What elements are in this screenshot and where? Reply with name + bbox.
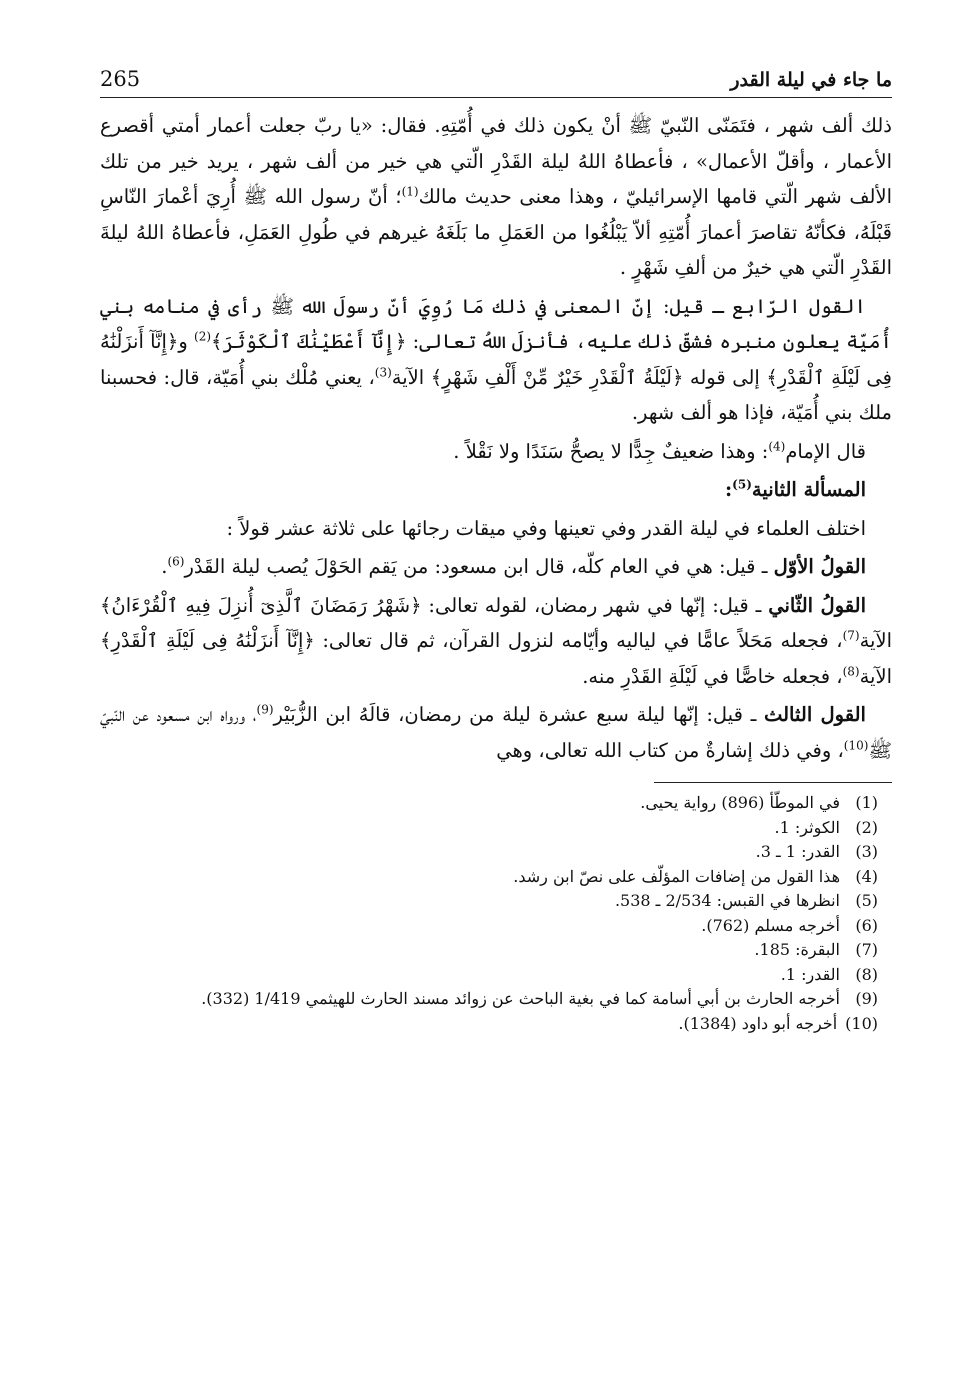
footnote-text: القدر: 1 ـ 3. <box>755 842 840 861</box>
opinion-label: القول الثالث <box>763 703 866 726</box>
paragraph <box>100 434 892 470</box>
footnote-ref[interactable]: (8) <box>842 664 860 678</box>
text-run: ، فجعله خاصًّا في لَيْلَةِ القَدْرِ منه. <box>582 664 843 688</box>
footnote-number: (5) <box>855 891 878 910</box>
text-run: و﴿إِنَّآ أَنزَلْنَٰهُ فِى لَيْلَةِ ٱلْقَدْرِ﴾ إلى قوله ﴿لَيْلَةُ ٱلْقَدْرِ خَيْرٌ مِّنْ أَلْفِ شَهْرٍ﴾ الآية <box>100 330 893 389</box>
footnote-text: أخرجه مسلم (762). <box>701 915 840 935</box>
footnote-number: (10) <box>845 1013 878 1033</box>
footnote-number: (4) <box>855 866 878 886</box>
footnote <box>100 938 878 963</box>
footnote-ref[interactable]: (4) <box>768 439 786 453</box>
footnote-number: (9) <box>855 989 878 1008</box>
paragraph <box>100 108 892 286</box>
document-page <box>100 54 892 1354</box>
footnote-ref[interactable]: (10) <box>843 738 869 752</box>
text-run: ، ورواه ابن مسعود عن النّبيّ ﷺ <box>100 703 892 762</box>
footnote <box>100 816 878 841</box>
footnote-ref[interactable]: (2) <box>194 329 212 344</box>
footnotes <box>100 791 892 1036</box>
footnote-text: القدر: 1. <box>780 964 840 984</box>
footnote-text: البقرة: 185. <box>754 940 840 959</box>
text-run: ذلك ألف شهر ، فتَمَنّى النّبيّ ﷺ أنْ يكون ذلك في أُمّتِهِ. فقال: «يا ربّ جعلت أعمار أمتي أقصرع الأعمار ، وأقلّ الأعمال» ، فأعطاهُ اللهُ ليلة القَدْرِ الّتي هي خير من ألف شهر ، يريد خير من تلك الألف شهر الّتي قامها الإسرائيليّ ، وهذا معنى حديث مالك <box>100 114 893 208</box>
heading-text: المسألة الثانية <box>751 478 866 501</box>
footnote-ref[interactable]: (7) <box>842 628 860 643</box>
text-run: ، يعني مُلْك بني أُمَيّة، قال: فحسبنا ملك بني أُمَيّة، فإذا هو ألف شهر. <box>100 365 892 424</box>
footnote-number: (6) <box>855 915 878 935</box>
heading-colon: : <box>724 478 733 501</box>
footnote <box>100 1012 878 1037</box>
footnote-text: الكوثر: 1. <box>774 817 840 837</box>
section-heading <box>100 472 892 508</box>
running-header <box>100 54 892 98</box>
footnote <box>100 987 878 1012</box>
text-run: القول الرّابع ـ قيل: إنّ المعنى في ذلك مَا رُوِيَ أنّ رسولَ الله ﷺ رأى في منامه بني أُمَيّة يعلون منبره فشقّ ذلك عليه، فأنزلَ اللهُ تعالى: ﴿إِنَّآ أَعْطَيْنَٰكَ ٱلْكَوْثَرَ﴾ <box>100 294 892 353</box>
text-run: ـ قيل: إنّها في شهر رمضان، لقوله تعالى: ﴿شَهْرُ رَمَضَانَ ٱلَّذِىٓ أُنزِلَ فِيهِ ٱلْقُرْءَانُ﴾ الآية <box>100 593 892 652</box>
text-run: ـ قيل: إنّها ليلة سبع عشرة ليلة من رمضان، قالَهُ ابن الزُّبَيْر <box>273 703 764 726</box>
text-run: ؛ أنّ رسول الله ﷺ أُرِيَ أعْمارَ النّاسِ قَبْلَهُ، فكأنّهُ تقاصرَ أعمارَ أُمّتِهِ ألاّ يَبْلُغُوا من العَمَلِ ما بَلَغَهُ غيرهم في طُولِ العَمَلِ، فأعطاهُ اللهُ ليلةَ القَدْرِ الّتي هي خيرٌ من ألفِ شَهْرٍ . <box>100 185 892 279</box>
text-run: اختلف العلماء في ليلة القدر وفي تعينها وفي ميقات رجائها على ثلاثة عشر قولاً : <box>226 516 866 540</box>
footnote-number: (1) <box>855 793 878 812</box>
paragraph <box>100 511 892 547</box>
footnote <box>100 791 878 816</box>
text-run: : وهذا ضعيفٌ جِدًّا لا يصحُّ سَنَدًا ولا نَقْلاً . <box>453 439 769 463</box>
footnote-ref[interactable]: (3) <box>374 365 392 379</box>
main-text <box>100 108 892 768</box>
footnote-text: في الموطّأ (896) رواية يحيى. <box>640 793 840 812</box>
footnote-number: (7) <box>855 940 878 959</box>
text-run: ، وفي ذلك إشارةٌ من كتاب الله تعالى، وهي <box>496 738 844 762</box>
text-run: قال الإمام <box>785 439 866 463</box>
footnote-separator <box>654 782 892 783</box>
paragraph <box>100 289 892 431</box>
opinion-label: القولُ الثّاني <box>768 593 866 617</box>
footnote-text: أخرجه أبو داود (1384). <box>678 1013 838 1033</box>
footnote-ref[interactable]: (1) <box>401 184 419 199</box>
text-run: . <box>161 555 168 578</box>
footnote-number: (3) <box>855 842 878 861</box>
footnote <box>100 914 878 939</box>
footnote-ref[interactable]: (6) <box>167 554 185 569</box>
opinion-label: القولُ الأوّل <box>773 555 866 578</box>
chapter-title: ما جاء في ليلة القدر <box>730 69 892 91</box>
footnote-text: انظرها في القبس: 2/534 ـ 538. <box>614 891 840 910</box>
paragraph <box>100 549 892 585</box>
page-number: 265 <box>100 67 141 91</box>
footnote-text: هذا القول من إضافات المؤلّف على نصّ ابن رشد. <box>513 866 840 886</box>
footnote-ref[interactable]: (9) <box>256 702 274 717</box>
footnote <box>100 889 878 914</box>
paragraph <box>100 697 892 768</box>
footnote <box>100 963 878 988</box>
text-run: ، فجعله مَحَلاً عامًّا في لياليه وأيّامه لنزول القرآن، ثم قال تعالى: ﴿إِنَّآ أَنزَلْنَٰهُ فِى لَيْلَةِ ٱلْقَدْرِ﴾ الآية <box>100 629 892 688</box>
footnote-ref[interactable]: (5) <box>732 477 752 492</box>
footnote <box>100 865 878 890</box>
paragraph <box>100 588 892 695</box>
footnote <box>100 840 878 865</box>
footnote-number: (2) <box>855 817 878 837</box>
footnote-number: (8) <box>855 964 878 984</box>
footnote-text: أخرجه الحارث بن أبي أسامة كما في بغية الباحث عن زوائد مسند الحارث للهيثمي 1/419 (332). <box>201 989 840 1008</box>
text-run: ـ قيل: هي في العام كلّه، قال ابن مسعود: من يَقم الحَوْلَ يُصب ليلة القَدْر <box>184 555 774 578</box>
